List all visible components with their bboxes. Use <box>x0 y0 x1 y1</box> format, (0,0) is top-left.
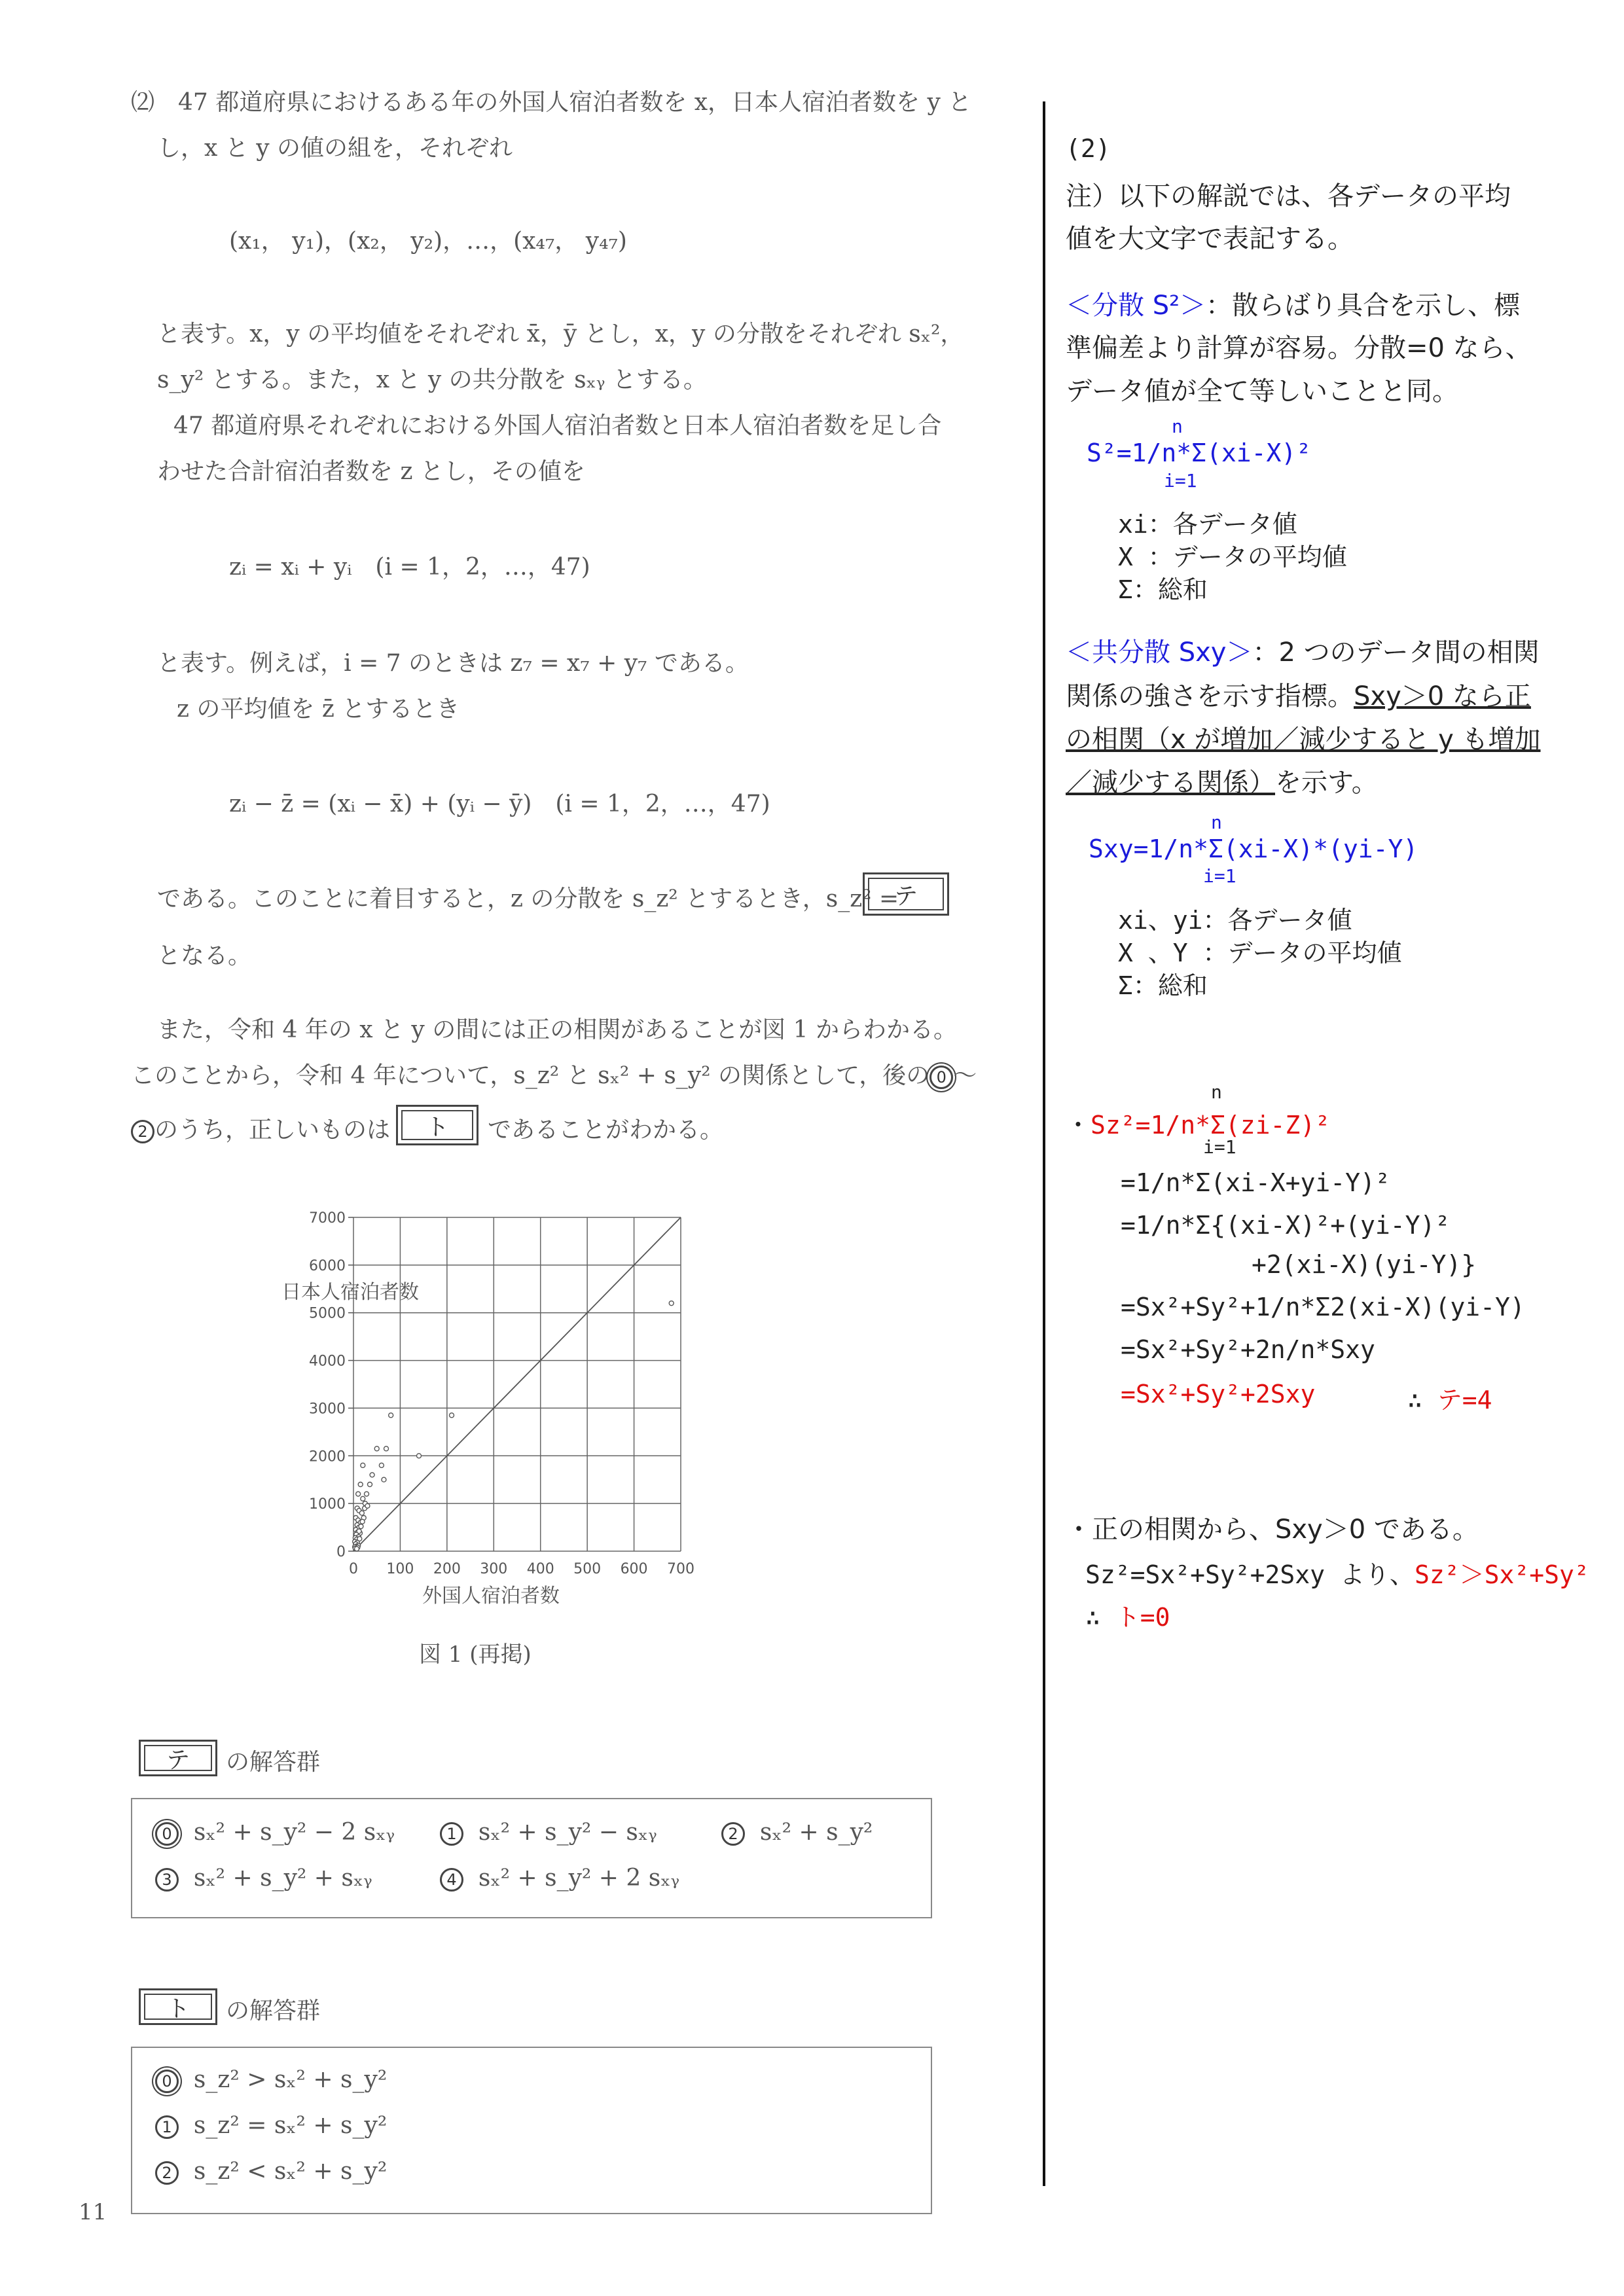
data-point <box>360 1519 365 1524</box>
rh-note-1: 注）以下の解説では、各データの平均 <box>1066 181 1511 211</box>
te-group-label: の解答群 <box>226 1749 321 1776</box>
choice-2-mark: 2 <box>721 1822 745 1846</box>
data-point <box>361 1496 365 1501</box>
sz-n: n <box>1211 1081 1222 1103</box>
rh-heading: (2) <box>1066 134 1111 163</box>
x-tick-label: 100 <box>386 1561 414 1577</box>
y-axis-label: 日本人宿泊者数 <box>281 1280 419 1304</box>
y-tick-label: 2000 <box>309 1448 346 1465</box>
data-point <box>358 1482 363 1487</box>
choice-3-mark: 3 <box>155 1868 179 1892</box>
sz-formula: ・Sz²=1/n*Σ(zi-Z)² <box>1066 1111 1331 1139</box>
q-line-4: s_y² とする。また，x と y の共分散を sₓᵧ とする。 <box>157 367 707 393</box>
data-point <box>359 1511 364 1515</box>
answer-box-to <box>396 1105 478 1145</box>
variance-def-1: xi：各データ値 <box>1118 510 1297 539</box>
variance-desc-2: 準偏差より計算が容易。分散=0 なら、 <box>1066 333 1532 363</box>
column-divider <box>1043 101 1045 2186</box>
variance-desc-3: データ値が全て等しいことと同。 <box>1066 376 1458 406</box>
x-tick-label: 300 <box>480 1561 508 1577</box>
x-tick-label: 0 <box>349 1561 358 1577</box>
sz-step-3: +2(xi-X)(yi-Y)} <box>1252 1250 1477 1279</box>
to-choice-panel <box>131 2047 932 2214</box>
q-line-9: である。このことに着目すると，z の分散を s_z² とするとき，s_z² = <box>157 886 899 912</box>
figure-caption: 図 1 (再掲) <box>419 1641 532 1668</box>
data-point <box>359 1524 363 1529</box>
positive-corr-line-2: Sz²=Sx²+Sy²+2Sxy より、Sz²＞Sx²+Sy² <box>1085 1560 1589 1589</box>
y-tick-label: 4000 <box>309 1353 346 1370</box>
q-eq-1: zᵢ = xᵢ + yᵢ (i = 1，2，…，47) <box>229 554 590 581</box>
q-line-12: このことから，令和 4 年について，s_z² と sₓ² + s_y² の関係として，後の 0 ～ <box>131 1062 977 1089</box>
data-point <box>384 1446 389 1451</box>
variance-n: n <box>1172 416 1183 437</box>
y-tick-label: 3000 <box>309 1401 346 1418</box>
q-line-6: わせた合計宿泊者数を z とし，その値を <box>157 458 585 485</box>
y-tick-label: 7000 <box>309 1210 346 1227</box>
data-point <box>374 1446 379 1451</box>
te-choice-0[interactable]: 0 sₓ² + s_y² − 2 sₓᵧ <box>155 1819 395 1846</box>
page-number: 11 <box>79 2199 107 2225</box>
choice-4-mark: 4 <box>440 1868 463 1892</box>
q-line-10: となる。 <box>157 942 252 969</box>
choice-0-mark: 0 <box>155 1822 179 1846</box>
covariance-n: n <box>1211 812 1222 833</box>
positive-corr-answer: ∴ ト=0 <box>1085 1603 1170 1632</box>
choice-1-mark: 1 <box>155 2115 179 2139</box>
scatter-chart <box>262 1204 720 1623</box>
data-point <box>365 1503 370 1508</box>
q-line-1: ⑵ 47 都道府県におけるある年の外国人宿泊者数を x，日本人宿泊者数を y と <box>131 89 972 116</box>
sz-answer: ∴ テ=4 <box>1407 1386 1492 1414</box>
q-pairs: (x₁， y₁)，(x₂， y₂)，…，(x₄₇， y₄₇) <box>229 228 627 255</box>
x-tick-label: 600 <box>620 1561 648 1577</box>
answer-box-te-label: テ <box>893 882 918 910</box>
data-point <box>361 1463 365 1467</box>
q-line-13: 2 のうち，正しいものは <box>131 1111 390 1145</box>
q-line-13b: であることがわかる。 <box>488 1117 724 1143</box>
to-choice-2[interactable]: 2 s_z² < sₓ² + s_y² <box>155 2158 387 2185</box>
q-line-3: と表す。x，y の平均値をそれぞれ x̄，ȳ とし，x，y の分散をそれぞれ sₓ²， <box>157 321 964 348</box>
covariance-def-2: X 、Y ：データの平均値 <box>1118 939 1402 967</box>
data-point <box>368 1482 372 1487</box>
variance-formula: S²=1/n*Σ(xi-X)² <box>1087 439 1312 467</box>
rh-note-2: 値を大文字で表記する。 <box>1066 224 1354 254</box>
to-group-box-label: ト <box>166 1995 190 2022</box>
variance-def-3: Σ：総和 <box>1118 575 1208 604</box>
data-point <box>382 1477 386 1482</box>
y-tick-label: 1000 <box>309 1496 346 1513</box>
data-point <box>370 1473 374 1477</box>
sz-step-2: =1/n*Σ{(xi-X)²+(yi-Y)² <box>1121 1211 1451 1240</box>
covariance-desc-2: 関係の強さを示す指標。Sxy＞0 なら正 <box>1066 681 1531 711</box>
te-choice-3[interactable]: 3 sₓ² + s_y² + sₓᵧ <box>155 1865 372 1892</box>
choice-2-mark: 2 <box>155 2161 179 2185</box>
covariance-def-3: Σ：総和 <box>1118 971 1208 1000</box>
sz-step-4: =Sx²+Sy²+1/n*Σ2(xi-X)(yi-Y) <box>1121 1293 1525 1321</box>
covariance-desc-4: ／減少する関係）を示す。 <box>1066 768 1378 798</box>
covariance-intro: ＜共分散 Sxy＞：2 つのデータ間の相関 <box>1066 637 1540 668</box>
answer-box-te <box>863 872 949 916</box>
data-point <box>669 1301 674 1306</box>
q-line-5: 47 都道府県それぞれにおける外国人宿泊者数と日本人宿泊者数を足し合 <box>173 412 942 439</box>
to-choice-1[interactable]: 1 s_z² = sₓ² + s_y² <box>155 2112 387 2139</box>
data-point <box>357 1529 361 1534</box>
covariance-i: i=1 <box>1203 865 1236 887</box>
te-choice-panel <box>131 1798 932 1918</box>
choice-0-mark: 0 <box>155 2070 179 2093</box>
y-tick-label: 6000 <box>309 1257 346 1274</box>
choice-0-mark: 0 <box>929 1066 953 1089</box>
variance-i: i=1 <box>1164 470 1197 492</box>
q-line-2: し，x と y の値の組を，それぞれ <box>157 135 513 162</box>
answer-box-to-label: ト <box>425 1113 449 1141</box>
y-tick-label: 0 <box>336 1544 346 1560</box>
te-choice-4[interactable]: 4 sₓ² + s_y² + 2 sₓᵧ <box>440 1865 679 1892</box>
te-group-box-label: テ <box>166 1746 190 1774</box>
x-tick-label: 500 <box>573 1561 602 1577</box>
covariance-formula: Sxy=1/n*Σ(xi-X)*(yi-Y) <box>1089 834 1418 863</box>
data-point <box>355 1547 359 1551</box>
x-tick-label: 400 <box>526 1561 554 1577</box>
data-point <box>450 1413 454 1418</box>
q-line-8: z の平均値を z̄ とするとき <box>177 696 460 723</box>
variance-def-2: X ：データの平均値 <box>1118 543 1347 571</box>
covariance-def-1: xi、yi：各データ値 <box>1118 906 1352 935</box>
q-line-7: と表す。例えば，i = 7 のときは z₇ = x₇ + y₇ である。 <box>157 650 749 677</box>
q-eq-2: zᵢ − z̄ = (xᵢ − x̄) + (yᵢ − ȳ) (i = 1，2，…，47) <box>229 791 770 817</box>
to-choice-0[interactable]: 0 s_z² > sₓ² + s_y² <box>155 2066 387 2093</box>
data-point <box>389 1413 393 1418</box>
y-tick-label: 5000 <box>309 1305 346 1322</box>
x-tick-label: 200 <box>433 1561 461 1577</box>
data-point <box>379 1463 384 1467</box>
variance-intro: ＜分散 S²＞：散らばり具合を示し、標 <box>1066 291 1521 321</box>
data-point <box>356 1492 361 1496</box>
choice-2-mark: 2 <box>131 1120 154 1143</box>
x-axis-label: 外国人宿泊者数 <box>422 1585 560 1607</box>
to-group-box <box>139 1988 217 2025</box>
covariance-desc-3: の相関（x が増加／減少すると y も増加 <box>1066 725 1541 755</box>
q-line-11: また，令和 4 年の x と y の間には正の相関があることが図 1 からわかる。 <box>157 1016 957 1043</box>
data-point <box>417 1454 422 1458</box>
te-group-box <box>139 1740 217 1776</box>
positive-corr-line-1: ・正の相関から、Sxy＞0 である。 <box>1066 1515 1479 1545</box>
choice-1-mark: 1 <box>440 1822 463 1846</box>
reference-line <box>353 1217 681 1551</box>
te-choice-1[interactable]: 1 sₓ² + s_y² − sₓᵧ <box>440 1819 657 1846</box>
sz-step-5: =Sx²+Sy²+2n/n*Sxy <box>1121 1335 1375 1364</box>
sz-step-1: =1/n*Σ(xi-X+yi-Y)² <box>1121 1168 1390 1197</box>
to-group-label: の解答群 <box>226 1998 321 2024</box>
sz-step-6: =Sx²+Sy²+2Sxy <box>1121 1380 1316 1408</box>
te-choice-2[interactable]: 2 sₓ² + s_y² <box>721 1819 873 1846</box>
x-tick-label: 700 <box>667 1561 695 1577</box>
sz-i: i=1 <box>1203 1136 1236 1158</box>
data-point <box>365 1492 369 1496</box>
